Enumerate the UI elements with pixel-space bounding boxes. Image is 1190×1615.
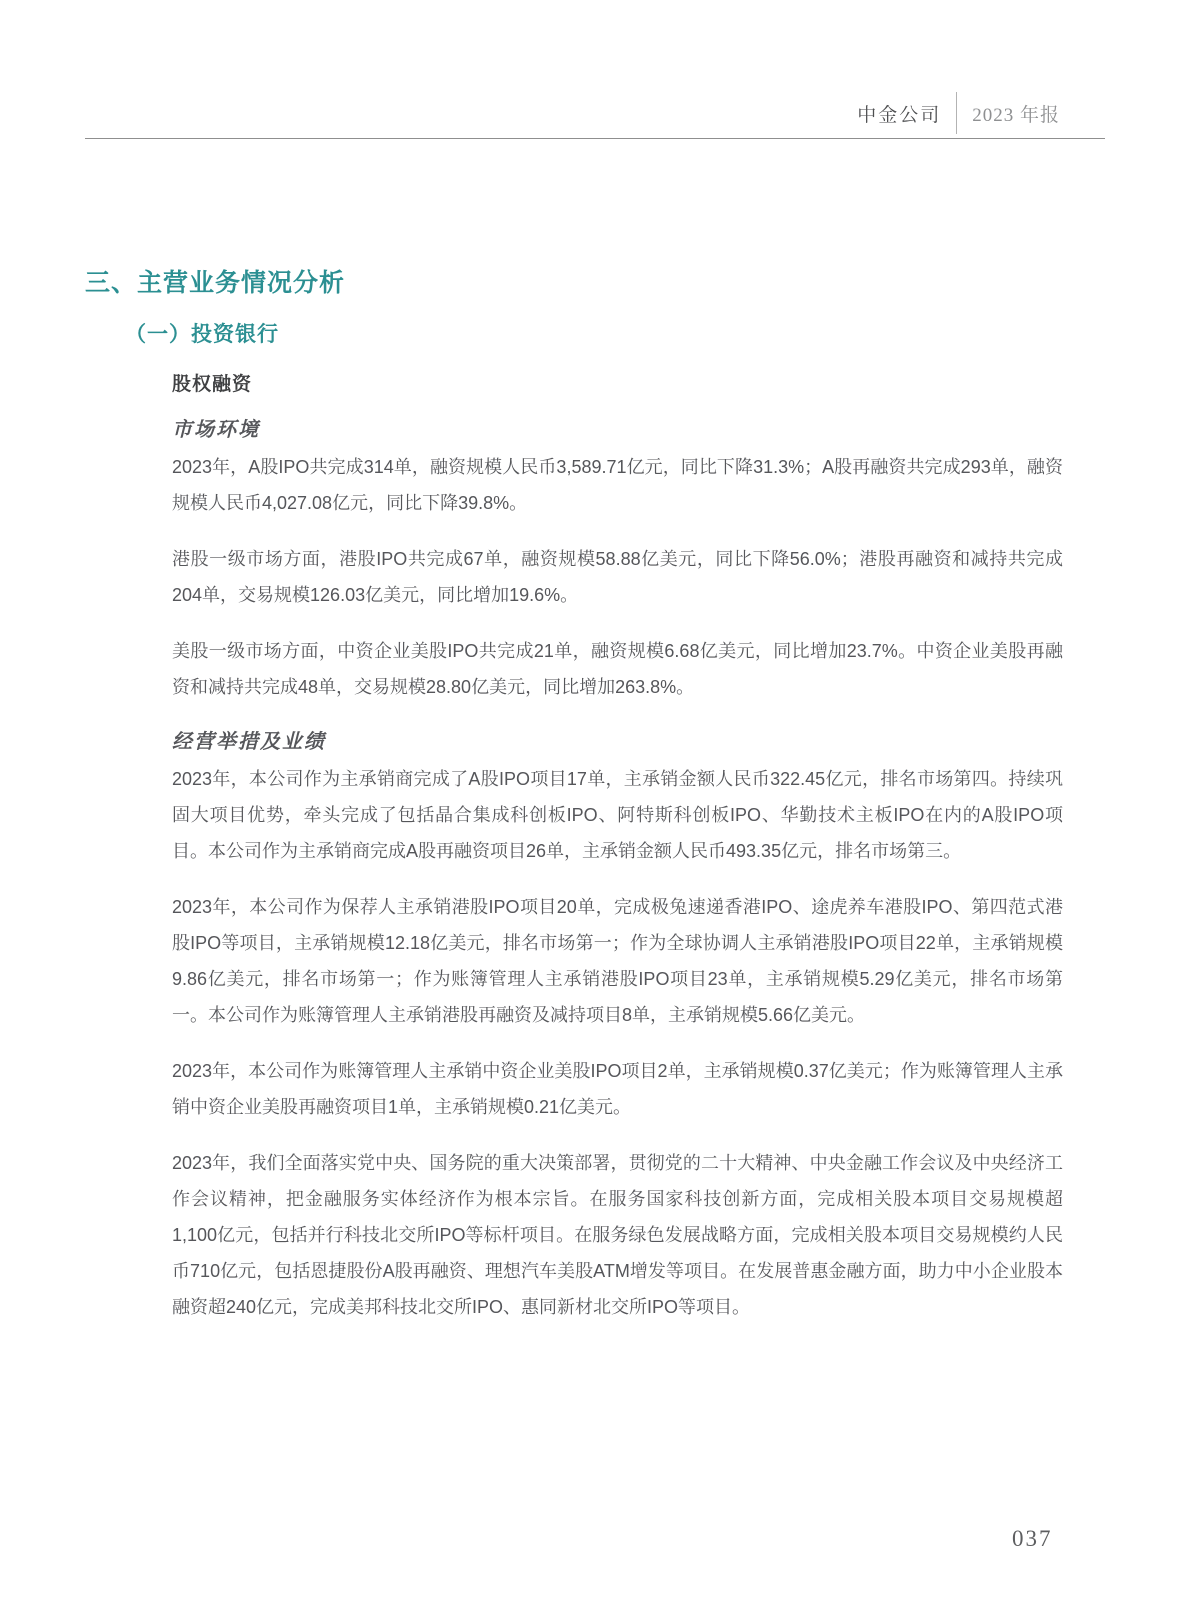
operations-paragraph: 2023年，本公司作为主承销商完成了A股IPO项目17单，主承销金额人民币322.45亿元，排名市场第四。持续巩固大项目优势，牵头完成了包括晶合集成科创板IPO、阿特斯科创板IPO、华勤技术主板IPO在内的A股IPO项目。本公司作为主承销商完成A股再融资项目26单，主承销金额人民币493.35亿元，排名市场第三。 [172, 769, 1063, 861]
market-paragraph: 美股一级市场方面，中资企业美股IPO共完成21单，融资规模6.68亿美元，同比增加23.7%。中资企业美股再融资和减持共完成48单，交易规模28.80亿美元，同比增加263.8%。 [172, 641, 1063, 697]
market-paragraph: 港股一级市场方面，港股IPO共完成67单，融资规模58.88亿美元，同比下降56.0%；港股再融资和减持共完成204单，交易规模126.03亿美元，同比增加19.6%。 [172, 549, 1063, 605]
main-content [85, 263, 1105, 1325]
operations-paragraph: 2023年，本公司作为保荐人主承销港股IPO项目20单，完成极兔速递香港IPO、途虎养车港股IPO、第四范式港股IPO等项目，主承销规模12.18亿美元，排名市场第一；作为全球协调人主承销港股IPO项目22单，主承销规模9.86亿美元，排名市场第一；作为账簿管理人主承销港股IPO项目23单，主承销规模5.29亿美元，排名市场第一。本公司作为账簿管理人主承销港股再融资及减持项目8单，主承销规模5.66亿美元。 [172, 897, 1063, 1025]
section-title: 三、主营业务情况分析 [85, 269, 346, 297]
operations-paragraph: 2023年，我们全面落实党中央、国务院的重大决策部署，贯彻党的二十大精神、中央金融工作会议及中央经济工作会议精神，把金融服务实体经济作为根本宗旨。在服务国家科技创新方面，完成相关股本项目交易规模超1,100亿元，包括并行科技北交所IPO等标杆项目。在服务绿色发展战略方面，完成相关股本项目交易规模约人民币710亿元，包括恩捷股份A股再融资、理想汽车美股ATM增发等项目。在发展普惠金融方面，助力中小企业股本融资超240亿元，完成美邦科技北交所IPO、惠同新材北交所IPO等项目。 [172, 1153, 1063, 1317]
header-divider [956, 92, 957, 134]
header-rule [85, 138, 1105, 139]
page-header [85, 0, 1105, 139]
market-paragraph: 2023年，A股IPO共完成314单，融资规模人民币3,589.71亿元，同比下降31.3%；A股再融资共完成293单，融资规模人民币4,027.08亿元，同比下降39.8%。 [172, 457, 1063, 513]
header-company-name: 中金公司 [857, 105, 942, 126]
operations-results-heading: 经营举措及业绩 [172, 731, 326, 753]
page-number: 037 [1012, 1526, 1053, 1551]
operations-paragraph: 2023年，本公司作为账簿管理人主承销中资企业美股IPO项目2单，主承销规模0.37亿美元；作为账簿管理人主承销中资企业美股再融资项目1单，主承销规模0.21亿美元。 [172, 1061, 1063, 1117]
header-report-title: 2023 年报 [972, 105, 1060, 126]
topic-heading: 股权融资 [172, 374, 253, 395]
market-environment-heading: 市场环境 [172, 419, 260, 441]
subsection-title: （一）投资银行 [125, 323, 279, 346]
header-text [85, 92, 1105, 127]
